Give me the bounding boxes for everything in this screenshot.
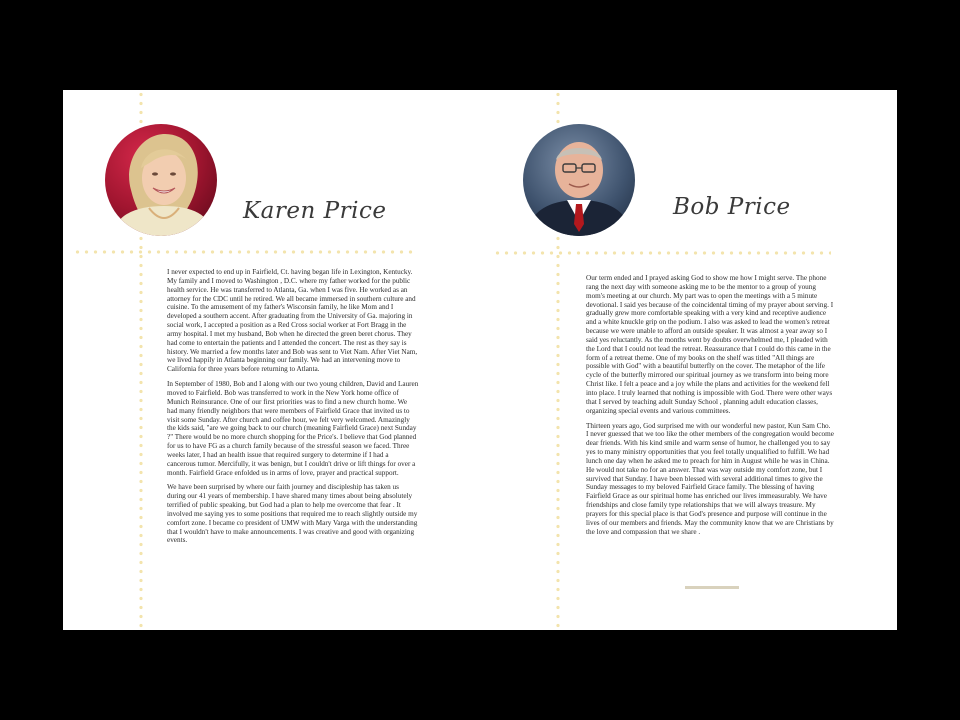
avatar-bob [523,124,635,236]
bio-paragraph: Our term ended and I prayed asking God to show me how I might serve. The phone rang the next day with someone asking me to be the mentor to a group of young mom's meeting at our church. My part was to open the meetings with a 5 minute devotional. I said yes because of the coincidental timing of my prayer about serving. I gradually grew more comfortable speaking with a very kind and receptive audience and a white knuckle grip on the podium. I also was asked to lead the women's retreat because we were unable to afford an outside speaker. It was almost a year away so I said yes reluctantly. As the months went by doubts overwhelmed me, I pleaded with the Lord that I could not lead the retreat. Reassurance that I could do this came in the form of a retreat theme. One of my books on the shelf was titled "All things are possible with God" with a beautiful butterfly on the cover. The metaphor of the life cycle of the butterfly mirrored our spiritual journey as we transform into being more Christ like. I felt a peace and a joy while the plans and activities for the weekend fell into place. I truly learned that nothing is impossible with God. There were other ways that I served by teaching adult Sunday School , planning adult education classes, organizing special events and various committees. [586,274,834,415]
portrait-bob-icon [523,124,635,236]
dotted-divider-horizontal-left [73,250,417,254]
dotted-divider-horizontal-right [493,251,831,255]
profile-bio-karen [167,268,419,551]
bio-paragraph: I never expected to end up in Fairfield, Ct. having began life in Lexington, Kentucky. My family and I moved to Washington , D.C. where my father worked for the public health service. He was transferred to Atlanta, Ga. when I was five. He worked as an attorney for the CDC until he retired. We all became immersed in southern culture and cuisine. To the amusement of my father's Wisconsin family, he like Mom and I developed a southern accent. After graduating from the University of Ga. majoring in social work, I accepted a position as a Red Cross social worker at Fort Bragg in the army hospital. I met my husband, Bob when he directed the green beret chorus. They had come to entertain the patients and I attended the concert. The rest as they say is history. We married a few months later and Bob was sent to Viet Nam. After Viet Nam, we lived happily in Atlanta beginning our family. We had an intervening move to California for three years before returning to Atlanta. [167,268,418,374]
portrait-karen-icon [105,124,217,236]
decorative-rule [685,586,739,589]
bio-paragraph: We have been surprised by where our faith journey and discipleship has taken us during our 41 years of membership. I have shared many times about being absolutely terrified of public speaking, but God had a plan to help me overcome that fear . It involved me saying yes to some positions that required me to reach slightly outside my comfort zone. I became co president of UMW with Mary Varga with the understanding that I wouldn't have to make announcements. I was creative and good with organizing events. [167,483,418,545]
avatar-karen [105,124,217,236]
profile-name-bob: Bob Price [673,194,791,220]
bio-paragraph: In September of 1980, Bob and I along with our two young children, David and Lauren moved to Fairfield. Bob was transferred to work in the New York home office of Munich Reinsurance. One of our first priorities was to find a new church home. We had many friendly neighbors that were members of Fairfield Grace that invited us to visit some Sunday. After church and coffee hour, we felt very welcomed. Amazingly the kids said, "are we going back to our church (meaning Fairfield Grace) next Sunday ?" There would be no more church shopping for the Price's. I believe that God planned for us to have FG as a church family because of the stressful season we faced. Three weeks later, I had an health issue that required surgery to determine if I had a cancerous tumor. Mercifully, it was benign, but I couldn't drive or lift things for over a month. Fairfield Grace enfolded us in arms of love, prayer and practical support. [167,380,419,477]
profile-bio-bob [586,274,834,542]
bio-paragraph: Thirteen years ago, God surprised me with our wonderful new pastor, Kun Sam Cho. I never guessed that we too like the other members of the congregation would become dear friends. With his kind smile and warm sense of humor, he challenged you to say yes to many ministry opportunities that you feel totally unqualified to fulfill. We had lunch one day when he asked me to preach for him in August while he was in China. He would not take no for an answer. That was way outside my comfort zone, but I survived that Sunday. I have been blessed with several additional times to give the Sunday messages to my beloved Fairfield Grace family. The blessing of having Fairfield Grace as our spiritual home has enriched our lives immeasurably. We have friendships and close family type relationships that we will always treasure. My prayers for this special place is that God's presence and purpose will continue in the lives of our members and friends. May the community know that we are Christians by the love and compassion that we share . [586,421,834,536]
brochure-spread [63,90,897,630]
profile-name-karen: Karen Price [243,198,387,224]
